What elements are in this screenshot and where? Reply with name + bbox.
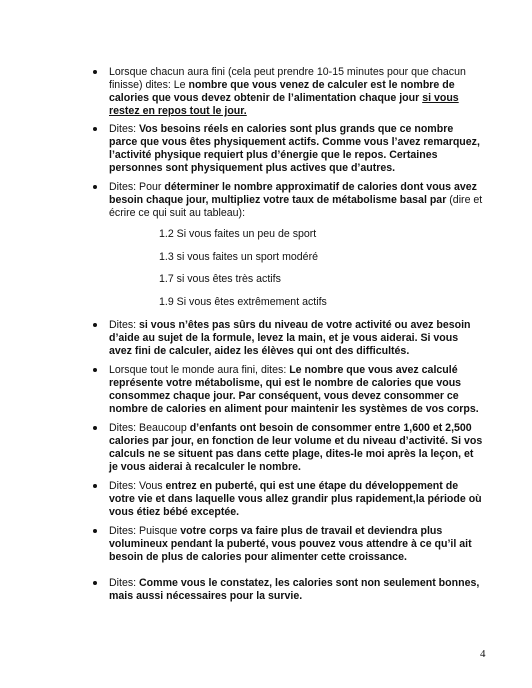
paragraph [109, 123, 484, 175]
paragraph [109, 577, 484, 603]
paragraph [109, 181, 484, 220]
paragraph [109, 319, 484, 358]
bullet-icon [93, 127, 97, 131]
paragraph-text: Dites: Beaucoup [109, 422, 190, 434]
paragraph-text: (dire et écrire ce qui suit au tableau): [109, 194, 483, 219]
bullet-icon [93, 368, 97, 372]
paragraph [109, 422, 484, 474]
paragraph-bold-text: Le nombre que vous avez calculé représente votre métabolisme, qui est le nombre de calories que vous consommez chaque jour. Par conséquent, vous devez consommer ce nombre de calories en aliment pour maintenir les systèmes de vos corps. [109, 364, 479, 415]
bullet-icon [93, 581, 97, 585]
multiplier-line: 1.2 Si vous faites un peu de sport [159, 228, 317, 240]
list-item [84, 577, 484, 603]
paragraph-bold-text: Vos besoins réels en calories sont plus grands que ce nombre parce que vous êtes physiquement actifs. Comme vous l’avez remarquez, l’activité physique requiert plus d’énergie que le repos. Certaines personnes sont physiquement plus actives que d’autres. [109, 123, 480, 174]
list-item [84, 364, 484, 416]
paragraph-text: Dites: [109, 123, 140, 135]
paragraph-bold-text: nombre que vous venez de calculer est le nombre de calories que vous devez obtenir de l’alimentation chaque jour [109, 79, 455, 104]
paragraph [109, 525, 484, 564]
paragraph-text: Lorsque chacun aura fini (cela peut prendre 10-15 minutes pour que chacun finisse) dites: Le [109, 66, 466, 91]
paragraph [109, 480, 484, 519]
list-item [84, 319, 484, 358]
list-item [84, 66, 484, 118]
bullet-icon [93, 484, 97, 488]
bullet-icon [93, 323, 97, 327]
list-item [84, 525, 484, 564]
bullet-icon [93, 70, 97, 74]
multiplier-line: 1.7 si vous êtes très actifs [159, 273, 281, 285]
bullet-icon [93, 185, 97, 189]
list-item [84, 480, 484, 519]
paragraph-bold-text: votre corps va faire plus de travail et deviendra plus volumineux pendant la puberté, vous pouvez vous attendre à ce qu’il ait besoin de plus de calories pour alimenter cette croissance. [109, 525, 472, 563]
list-item [84, 181, 484, 220]
multiplier-line: 1.3 si vous faites un sport modéré [159, 251, 318, 263]
paragraph-underlined-text: si vous restez en repos tout le jour. [109, 92, 459, 117]
bullet-icon [93, 529, 97, 533]
paragraph-bold-text: si vous n’êtes pas sûrs du niveau de votre activité ou avez besoin d’aide au sujet de la formule, levez la main, et je vous aiderai. Si vous avez fini de calculer, aidez les élèves qui ont des difficultés. [109, 319, 471, 357]
multiplier-line: 1.9 Si vous êtes extrêmement actifs [159, 296, 327, 308]
list-item [84, 422, 484, 474]
bullet-icon [93, 426, 97, 430]
paragraph-text: Dites: Vous [109, 480, 166, 492]
paragraph-text: Lorsque tout le monde aura fini, dites: [109, 364, 290, 376]
paragraph [109, 364, 484, 416]
paragraph-bold-text: entrez en puberté, qui est une étape du développement de votre vie et dans laquelle vous allez grandir plus rapidement,la période où vous étiez bébé exceptée. [109, 480, 482, 518]
paragraph-text: Dites: [109, 319, 140, 331]
paragraph-bold-text: déterminer le nombre approximatif de calories dont vous avez besoin chaque jour, multipliez votre taux de métabolisme basal par [109, 181, 477, 206]
paragraph [109, 66, 484, 118]
paragraph-bold-text: d’enfants ont besoin de consommer entre 1,600 et 2,500 calories par jour, en fonction de leur volume et du niveau d’activité. Si vos calculs ne se situent pas dans cette plage, dites-le moi après la leçon, et je vous aiderai à recalculer le nombre. [109, 422, 483, 473]
paragraph-bold-text: Comme vous le constatez, les calories sont non seulement bonnes, mais aussi nécessaires pour la survie. [109, 577, 480, 602]
page-number: 4 [480, 648, 486, 660]
paragraph-text: Dites: Puisque [109, 525, 181, 537]
paragraph-text: Dites: Pour [109, 181, 165, 193]
paragraph-text: Dites: [109, 577, 140, 589]
list-item [84, 123, 484, 175]
